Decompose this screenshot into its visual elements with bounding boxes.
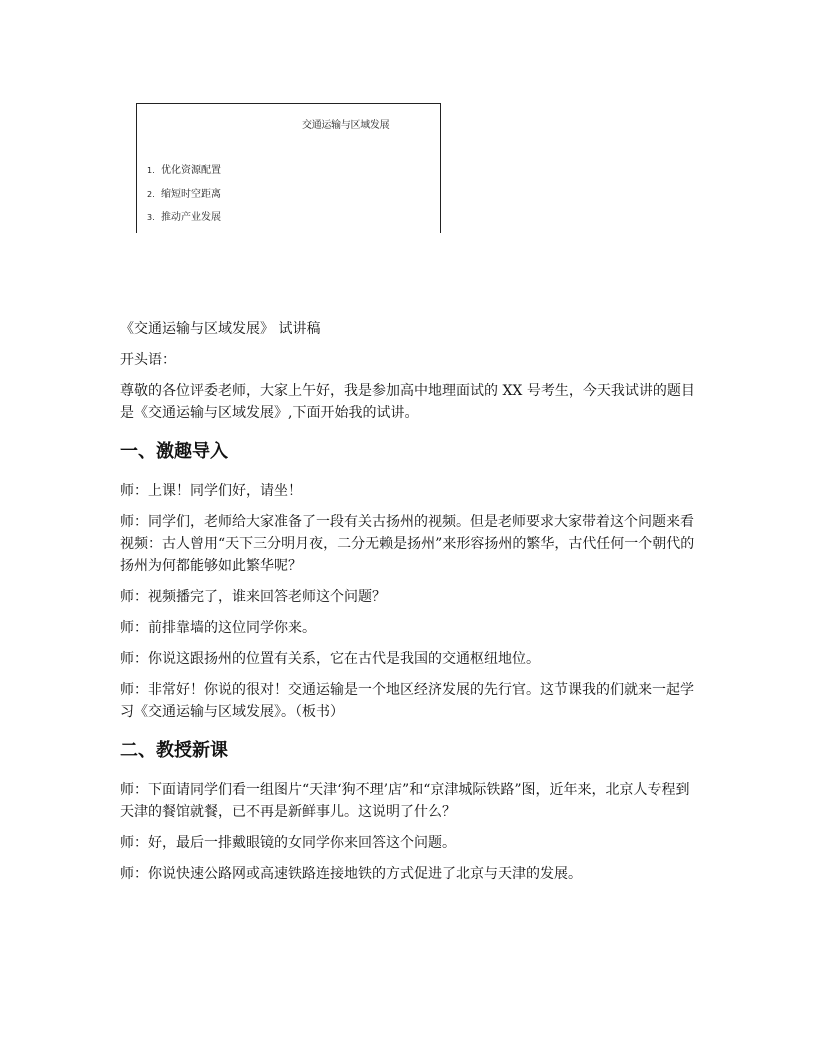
document-title: 《交通运输与区域发展》 试讲稿 xyxy=(120,321,321,337)
blackboard-outline-figure xyxy=(136,103,441,233)
board-title: 交通运输与区域发展 xyxy=(302,120,390,131)
board-item xyxy=(147,185,221,200)
section-heading: 一、激趣导入 xyxy=(120,441,228,462)
board-item-number: 1. xyxy=(147,166,155,175)
opening-label: 开头语： xyxy=(120,352,176,368)
board-item-number: 2. xyxy=(147,190,155,199)
paragraph: 师：非常好！你说的很对！交通运输是一个地区经济发展的先行官。这节课我的们就来一起学习《交通运输与区域发展》。（板书） xyxy=(120,682,694,720)
paragraph: 师：你说快速公路网或高速铁路连接地铁的方式促进了北京与天津的发展。 xyxy=(120,866,582,882)
section-heading: 二、教授新课 xyxy=(120,740,228,761)
board-item-text: 优化资源配置 xyxy=(161,165,221,176)
paragraph: 师：视频播完了，谁来回答老师这个问题？ xyxy=(120,589,386,605)
paragraph: 师：前排靠墙的这位同学你来。 xyxy=(120,620,316,636)
board-item-text: 推动产业发展 xyxy=(161,212,221,223)
board-item-number: 3. xyxy=(147,213,155,222)
paragraph: 师：同学们，老师给大家准备了一段有关古扬州的视频。但是老师要求大家带着这个问题来看视频：古人曾用“天下三分明月夜，二分无赖是扬州”来形容扬州的繁华，古代任何一个朝代的扬州为何都能够如此繁华呢？ xyxy=(120,514,695,574)
board-item-text: 缩短时空距离 xyxy=(161,189,221,200)
board-item xyxy=(147,161,221,176)
paragraph: 师：好，最后一排戴眼镜的女同学你来回答这个问题。 xyxy=(120,835,456,851)
opening-paragraph: 尊敬的各位评委老师，大家上午好，我是参加高中地理面试的 XX 号考生，今天我试讲的题目是《交通运输与区域发展》,下面开始我的试讲。 xyxy=(120,383,695,421)
board-item xyxy=(147,208,221,223)
document-body xyxy=(120,318,700,894)
paragraph: 师：上课！同学们好，请坐！ xyxy=(120,483,302,499)
paragraph: 师：下面请同学们看一组图片“天津‘狗不理’店”和“京津城际铁路”图，近年来，北京人专程到天津的餐馆就餐，已不再是新鲜事儿。这说明了什么？ xyxy=(120,782,690,820)
paragraph: 师：你说这跟扬州的位置有关系，它在古代是我国的交通枢纽地位。 xyxy=(120,651,540,667)
